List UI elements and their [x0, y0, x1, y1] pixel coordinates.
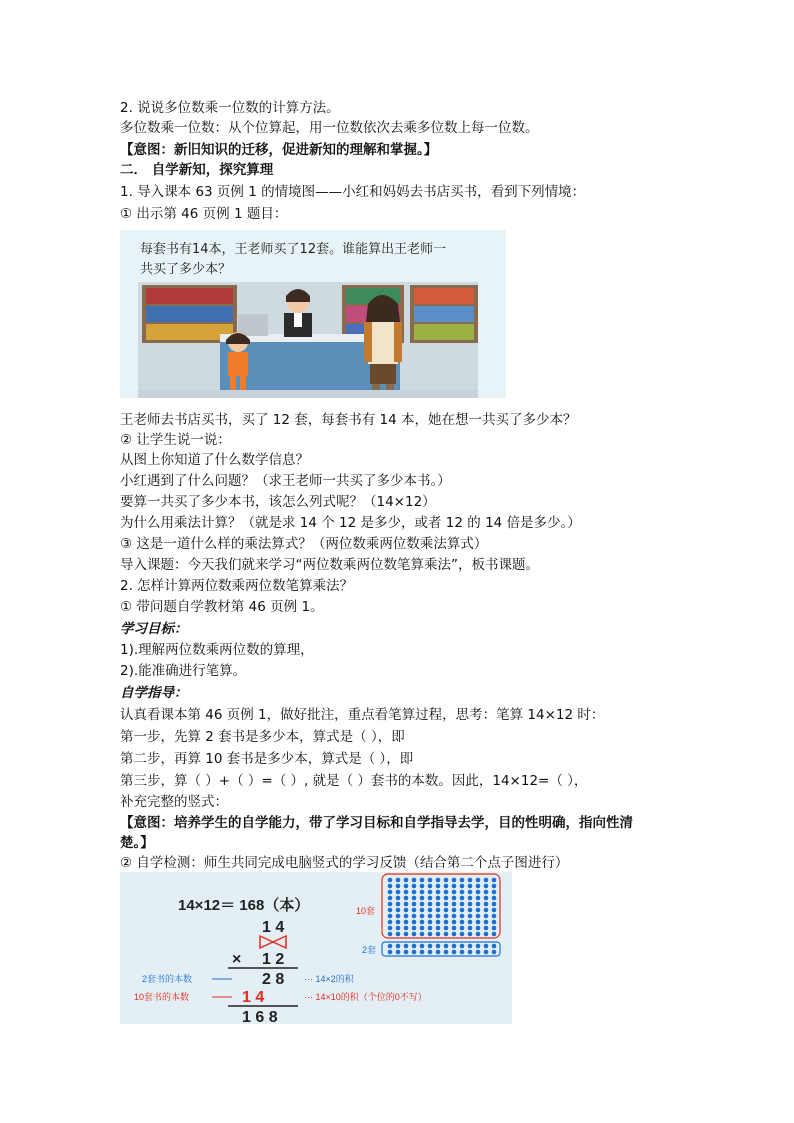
- dot: [404, 884, 409, 889]
- dot: [404, 926, 409, 931]
- dot: [388, 932, 393, 937]
- dot: [436, 944, 441, 949]
- dot: [436, 902, 441, 907]
- dot: [452, 950, 457, 955]
- dot: [492, 926, 497, 931]
- dot: [452, 926, 457, 931]
- dot-array: [388, 878, 497, 955]
- dot: [452, 908, 457, 913]
- dot: [444, 950, 449, 955]
- dot: [436, 950, 441, 955]
- note-14x2: ··· 14×2的积: [304, 974, 354, 984]
- vertical-multiplication-figure: [120, 872, 512, 1024]
- dot: [492, 890, 497, 895]
- multiplication-diagram: [120, 872, 512, 1024]
- bookstore-illustration: [120, 230, 506, 398]
- text-line-16: ① 带问题自学教材第 46 页例 1。: [120, 599, 324, 615]
- dot: [468, 926, 473, 931]
- dot: [388, 884, 393, 889]
- dot: [428, 902, 433, 907]
- text-line-7: 王老师去书店买书，买了 12 套，每套书有 14 本，她在想一共买了多少本？: [120, 412, 577, 428]
- dot: [452, 902, 457, 907]
- dot: [476, 932, 481, 937]
- dot: [404, 878, 409, 883]
- text-line-19: 2).能准确进行笔算。: [120, 663, 247, 679]
- dot: [460, 902, 465, 907]
- dot: [460, 914, 465, 919]
- dot: [484, 884, 489, 889]
- dot: [484, 914, 489, 919]
- dot: [476, 878, 481, 883]
- dot: [388, 914, 393, 919]
- dot: [444, 920, 449, 925]
- dot: [444, 878, 449, 883]
- dot: [476, 926, 481, 931]
- dot: [404, 920, 409, 925]
- text-line-11: 要算一共买了多少本书，该怎么列式呢？（14×12）: [120, 494, 436, 510]
- dot: [460, 932, 465, 937]
- self-study-heading: 自学指导：: [120, 685, 188, 701]
- second-digits: 1 2: [262, 951, 285, 968]
- dot: [396, 890, 401, 895]
- dot: [428, 884, 433, 889]
- dot: [412, 902, 417, 907]
- dot: [484, 896, 489, 901]
- text-line-1: 2. 说说多位数乘一位数的计算方法。: [120, 100, 340, 116]
- dot: [436, 926, 441, 931]
- dots-label-10: 10套: [356, 906, 376, 916]
- dot: [484, 920, 489, 925]
- text-line-6: ① 出示第 46 页例 1 题目：: [120, 206, 288, 222]
- dot: [420, 932, 425, 937]
- dot: [452, 890, 457, 895]
- cash-register: [238, 314, 268, 336]
- dot: [388, 896, 393, 901]
- dot: [452, 920, 457, 925]
- dot: [484, 902, 489, 907]
- dot: [436, 908, 441, 913]
- dot: [476, 950, 481, 955]
- text-line-22: 第一步，先算 2 套书是多少本，算式是（ ），即: [120, 729, 405, 745]
- dot: [444, 896, 449, 901]
- dot: [468, 920, 473, 925]
- dot: [484, 950, 489, 955]
- dot: [412, 944, 417, 949]
- dot: [492, 932, 497, 937]
- dot: [412, 926, 417, 931]
- dot: [396, 914, 401, 919]
- dot: [492, 920, 497, 925]
- dot: [412, 914, 417, 919]
- dot: [396, 932, 401, 937]
- text-line-28: ② 自学检测：师生共同完成电脑竖式的学习反馈（结合第二个点子图进行）: [120, 855, 569, 871]
- dot: [428, 932, 433, 937]
- dot: [428, 944, 433, 949]
- dot: [404, 902, 409, 907]
- dot: [396, 944, 401, 949]
- dot: [444, 902, 449, 907]
- dot: [420, 890, 425, 895]
- text-line-18: 1).理解两位数乘两位数的算理，: [120, 642, 314, 658]
- dot: [468, 908, 473, 913]
- dot: [476, 890, 481, 895]
- dot: [460, 890, 465, 895]
- dot: [468, 884, 473, 889]
- dot: [452, 914, 457, 919]
- dot: [396, 902, 401, 907]
- dot: [484, 944, 489, 949]
- text-line-15: 2. 怎样计算两位数乘两位数笔算乘法？: [120, 578, 354, 594]
- dot: [444, 908, 449, 913]
- dot: [468, 896, 473, 901]
- dot: [476, 908, 481, 913]
- dot: [428, 920, 433, 925]
- intent-note-2: 【意图：培养学生的自学能力，带了学习目标和自学指导去学，目的性明确，指向性清: [120, 815, 633, 831]
- dot: [396, 926, 401, 931]
- dot: [460, 884, 465, 889]
- dot: [412, 950, 417, 955]
- dot: [444, 884, 449, 889]
- dot: [420, 944, 425, 949]
- dot: [412, 884, 417, 889]
- dot: [388, 950, 393, 955]
- dot: [388, 890, 393, 895]
- dot: [460, 950, 465, 955]
- dot: [484, 890, 489, 895]
- bookshelf-right: [410, 285, 478, 343]
- dot: [404, 890, 409, 895]
- dot: [388, 920, 393, 925]
- label-10-sets: 10套书的本数: [134, 992, 190, 1002]
- dot: [492, 878, 497, 883]
- dot: [452, 944, 457, 949]
- dot: [492, 896, 497, 901]
- dot: [476, 902, 481, 907]
- dot: [396, 950, 401, 955]
- bookstore-scene-figure: [120, 230, 506, 398]
- dot: [428, 890, 433, 895]
- dot: [396, 896, 401, 901]
- text-line-12: 为什么用乘法计算？（就是求 14 个 12 是多少，或者 12 的 14 倍是多少。）: [120, 515, 581, 531]
- dot: [388, 878, 393, 883]
- dot: [460, 926, 465, 931]
- dot: [388, 944, 393, 949]
- dot: [412, 890, 417, 895]
- dot: [404, 944, 409, 949]
- dot: [468, 944, 473, 949]
- text-line-14: 导入课题：今天我们就来学习“两位数乘两位数笔算乘法”，板书课题。: [120, 557, 539, 573]
- dot: [404, 896, 409, 901]
- dot: [420, 914, 425, 919]
- dot: [460, 920, 465, 925]
- cross-arrows-icon: [260, 936, 286, 948]
- text-line-13: ③ 这是一道什么样的乘法算式？（两位数乘两位数乘法算式）: [120, 536, 488, 552]
- dot: [484, 908, 489, 913]
- dot: [492, 944, 497, 949]
- dot: [484, 926, 489, 931]
- dot: [452, 896, 457, 901]
- dot: [452, 884, 457, 889]
- dot: [436, 920, 441, 925]
- dot: [404, 908, 409, 913]
- dot: [388, 902, 393, 907]
- figure1-caption-line1: 每套书有14本，王老师买了12套。谁能算出王老师一: [140, 242, 447, 257]
- dot: [412, 878, 417, 883]
- dot: [412, 908, 417, 913]
- dot: [492, 914, 497, 919]
- dot: [396, 908, 401, 913]
- dot: [420, 908, 425, 913]
- dot: [388, 926, 393, 931]
- dot: [492, 908, 497, 913]
- top-digits: 1 4: [262, 919, 285, 936]
- dot: [396, 878, 401, 883]
- dot: [468, 890, 473, 895]
- dot: [420, 926, 425, 931]
- dot: [484, 932, 489, 937]
- text-line-10: 小红遇到了什么问题？（求王老师一共买了多少本书。）: [120, 473, 451, 489]
- text-line-9: 从图上你知道了什么数学信息？: [120, 452, 309, 468]
- dot: [396, 920, 401, 925]
- label-2-sets: 2套书的本数: [142, 974, 193, 984]
- dot: [460, 944, 465, 949]
- dot: [476, 920, 481, 925]
- dot: [444, 914, 449, 919]
- learning-goals-heading: 学习目标：: [120, 621, 188, 637]
- dot: [476, 914, 481, 919]
- dot: [420, 920, 425, 925]
- dot: [404, 950, 409, 955]
- text-line-8: ② 让学生说一说：: [120, 432, 231, 448]
- dot: [468, 878, 473, 883]
- note-14x10: ··· 14×10的积（个位的0不写）: [304, 992, 427, 1002]
- intent-note-1: 【意图：新旧知识的迁移，促进新知的理解和掌握。】: [120, 142, 438, 158]
- dot: [396, 884, 401, 889]
- dot: [420, 902, 425, 907]
- dot: [388, 908, 393, 913]
- intent-note-2-cont: 楚。】: [120, 835, 154, 851]
- dot: [468, 950, 473, 955]
- equation-text: 14×12＝ 168（本）: [178, 897, 310, 914]
- dot: [436, 896, 441, 901]
- dot: [428, 896, 433, 901]
- dot: [452, 878, 457, 883]
- dot: [404, 932, 409, 937]
- dot: [444, 944, 449, 949]
- dot: [460, 896, 465, 901]
- dot: [468, 932, 473, 937]
- text-line-2: 多位数乘一位数：从个位算起，用一位数依次去乘多位数上每一位数。: [120, 120, 539, 136]
- dot: [428, 908, 433, 913]
- dot: [436, 890, 441, 895]
- two-sets-box: [382, 942, 500, 956]
- dot: [492, 902, 497, 907]
- dot: [420, 884, 425, 889]
- dot: [476, 884, 481, 889]
- dot: [484, 878, 489, 883]
- dot: [444, 926, 449, 931]
- dot: [420, 878, 425, 883]
- figure1-caption-line2: 共买了多少本？: [140, 262, 232, 277]
- partial-product-2: 1 4: [242, 989, 265, 1006]
- dot: [460, 908, 465, 913]
- dot: [436, 914, 441, 919]
- dot: [420, 950, 425, 955]
- dot: [436, 884, 441, 889]
- text-line-23: 第二步，再算 10 套书是多少本，算式是（ ），即: [120, 751, 414, 767]
- partial-product-1: 2 8: [262, 971, 285, 988]
- times-sign: ×: [232, 951, 242, 968]
- dot: [492, 950, 497, 955]
- dot: [412, 932, 417, 937]
- dot: [436, 932, 441, 937]
- dot: [444, 932, 449, 937]
- total-product: 1 6 8: [242, 1009, 278, 1024]
- text-line-24: 第三步，算（ ）+（ ）=（ ）, 就是（ ）套书的本数。因此，14×12=（ ），: [120, 773, 588, 789]
- section-heading-2: 二． 自学新知，探究算理: [120, 162, 274, 178]
- dot: [420, 896, 425, 901]
- dot: [476, 896, 481, 901]
- text-line-21: 认真看课本第 46 页例 1，做好批注，重点看笔算过程，思考：笔算 14×12 时：: [120, 707, 605, 723]
- dot: [404, 914, 409, 919]
- dot: [476, 944, 481, 949]
- dot: [412, 896, 417, 901]
- dot: [468, 914, 473, 919]
- dots-label-2: 2套: [362, 945, 377, 955]
- dot: [428, 926, 433, 931]
- dot: [460, 878, 465, 883]
- text-line-25: 补充完整的竖式：: [120, 794, 228, 810]
- dot: [428, 878, 433, 883]
- text-line-5: 1. 导入课本 63 页例 1 的情境图——小红和妈妈去书店买书，看到下列情境：: [120, 184, 586, 200]
- dot: [452, 932, 457, 937]
- dot: [444, 890, 449, 895]
- dot: [412, 920, 417, 925]
- dot: [428, 950, 433, 955]
- dot: [428, 914, 433, 919]
- dot: [468, 902, 473, 907]
- dot: [492, 884, 497, 889]
- dot: [436, 878, 441, 883]
